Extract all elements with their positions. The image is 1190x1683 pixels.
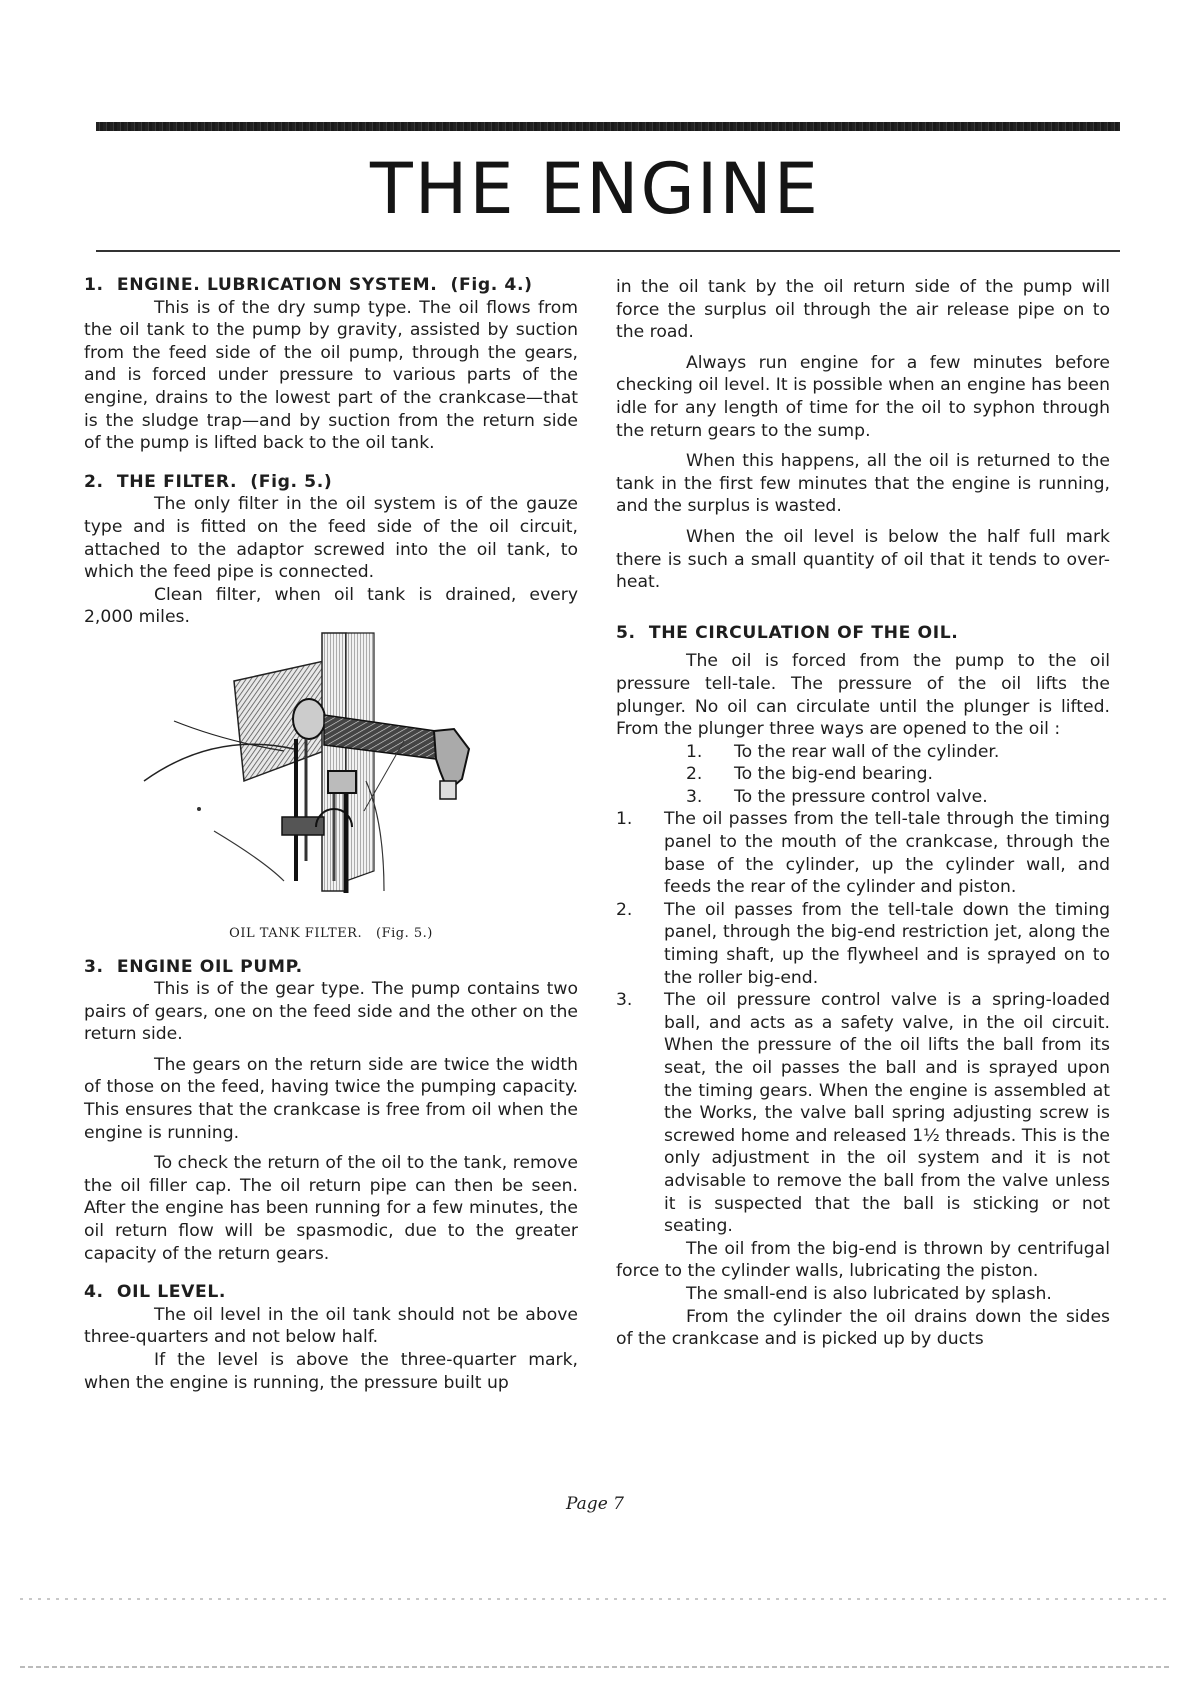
caption-ref: (Fig. 5.) xyxy=(376,925,433,941)
section-number: 2. xyxy=(84,471,104,492)
list-number: 1. xyxy=(686,741,703,762)
list-text: The oil pressure control valve is a spring-loaded ball, and acts as a safety valve, in the oil circuit. When the pressure of the oil lifts the ball from its seat, the oil passes the ball and is sprayed upon the timing gears. When the engine is assembled at the Works, the valve ball spring adjusting screw is screwed home and released 1½ threads. This is the only adjustment in the oil system and it is not advisable to remove the ball from the valve unless it is suspected that the ball is sticking or not seating. xyxy=(664,990,1110,1237)
oil-tank-filter-illustration xyxy=(84,631,578,921)
paragraph: When this happens, all the oil is returned to the tank in the first few minutes that the engine is running, and the surplus is wasted. xyxy=(616,451,1110,517)
section-heading-2 xyxy=(84,471,578,494)
list-item xyxy=(686,741,1110,764)
top-rule xyxy=(96,122,1120,131)
list-item xyxy=(616,899,1110,989)
detail-list xyxy=(616,808,1110,1237)
section-title: ENGINE. LUBRICATION SYSTEM. xyxy=(116,275,438,295)
paragraph: The gears on the return side are twice the width of those on the feed, having twice the pumping capacity. This ensures that the crankcase is free from oil when the engine is running. xyxy=(84,1054,578,1143)
paragraph: The oil is forced from the pump to the oil pressure tell-tale. The pressure of the oil lifts the plunger. No oil can circulate until the plunger is lifted. From the plunger three ways are opened to the oil : xyxy=(616,651,1110,740)
section-heading-1 xyxy=(84,274,578,297)
section-title: OIL LEVEL. xyxy=(116,1282,227,1303)
section-number: 5. xyxy=(616,622,636,643)
paragraph: The only filter in the oil system is of the gauze type and is fitted on the feed side of the oil circuit, attached to the adaptor screwed into the oil tank, to which the feed pipe is connected. xyxy=(84,494,578,583)
scan-noise xyxy=(20,1598,1170,1600)
list-number: 2. xyxy=(686,764,703,785)
left-column xyxy=(84,274,578,1394)
list-text: To the big-end bearing. xyxy=(734,764,933,785)
list-item xyxy=(616,989,1110,1238)
list-text: To the pressure control valve. xyxy=(734,786,988,807)
figure-caption xyxy=(84,923,578,946)
paragraph: The small-end is also lubricated by splash. xyxy=(686,1283,1052,1304)
paragraph: The oil level in the oil tank should not be above three-quarters and not below half. xyxy=(84,1304,578,1348)
figure-ref: (Fig. 4.) xyxy=(450,275,533,295)
scan-noise xyxy=(20,1666,1170,1668)
list-text: The oil passes from the tell-tale down the timing panel, through the big-end restriction jet, along the timing shaft, up the flywheel and is sprayed on to the roller big-end. xyxy=(664,899,1110,988)
list-item xyxy=(686,786,1110,809)
list-item xyxy=(686,763,1110,786)
section-heading-4 xyxy=(84,1281,578,1304)
title-rule xyxy=(96,250,1120,252)
list-number: 2. xyxy=(616,899,633,920)
list-number: 3. xyxy=(616,990,633,1011)
list-text: To the rear wall of the cylinder. xyxy=(734,741,1000,762)
page-title: THE ENGINE xyxy=(370,148,820,230)
paragraph: This is of the gear type. The pump contains two pairs of gears, one on the feed side and the other on the return side. xyxy=(84,979,578,1045)
paragraph: To check the return of the oil to the tank, remove the oil filler cap. The oil return pipe can then be seen. After the engine has been running for a few minutes, the oil return flow will be spasmodic, due to the greater capacity of the return gears. xyxy=(84,1153,578,1264)
section-title: ENGINE OIL PUMP. xyxy=(116,956,303,977)
list-number: 1. xyxy=(616,809,633,830)
figure-ref: (Fig. 5.) xyxy=(250,471,333,492)
oil-tank-filter-figure xyxy=(84,631,578,921)
paragraph: Clean filter, when oil tank is drained, every 2,000 miles. xyxy=(84,584,578,628)
section-title: THE FILTER. xyxy=(116,471,238,492)
list-number: 3. xyxy=(686,786,703,807)
section-title: THE CIRCULATION OF THE OIL. xyxy=(648,622,959,643)
paragraph: This is of the dry sump type. The oil flows from the oil tank to the pump by gravity, assisted by suction from the feed side of the oil pump, through the gears, and is forced under pressure to various parts of the engine, drains to the lowest part of the crankcase—that is the sludge trap—and by suction from the return side of the pump is lifted back to the oil tank. xyxy=(84,297,578,454)
section-number: 4. xyxy=(84,1282,104,1303)
paragraph: in the oil tank by the oil return side of the pump will force the surplus oil through the air release pipe on to the road. xyxy=(616,277,1110,343)
section-number: 3. xyxy=(84,956,104,977)
paragraph: Always run engine for a few minutes before checking oil level. It is possible when an engine has been idle for any length of time for the oil to syphon through the return gears to the sump. xyxy=(616,352,1110,441)
right-column xyxy=(616,276,1110,1351)
section-number: 1. xyxy=(84,275,104,295)
caption-text: OIL TANK FILTER. xyxy=(229,925,363,941)
paragraph: When the oil level is below the half full mark there is such a small quantity of oil that it tends to over-heat. xyxy=(616,526,1110,593)
page-number: Page 7 xyxy=(566,1494,624,1514)
ways-list xyxy=(616,741,1110,809)
list-text: The oil passes from the tell-tale through the timing panel to the mouth of the crankcase, through the base of the cylinder, up the cylinder wall, and feeds the rear of the cylinder and piston. xyxy=(664,809,1110,898)
paragraph: If the level is above the three-quarter mark, when the engine is running, the pressure built up xyxy=(84,1350,578,1393)
list-item xyxy=(616,808,1110,898)
section-heading-5 xyxy=(616,622,1110,645)
paragraph: The oil from the big-end is thrown by centrifugal force to the cylinder walls, lubricating the piston. xyxy=(616,1238,1110,1282)
section-heading-3 xyxy=(84,956,578,979)
paragraph: From the cylinder the oil drains down the sides of the crankcase and is picked up by ducts xyxy=(616,1306,1110,1350)
